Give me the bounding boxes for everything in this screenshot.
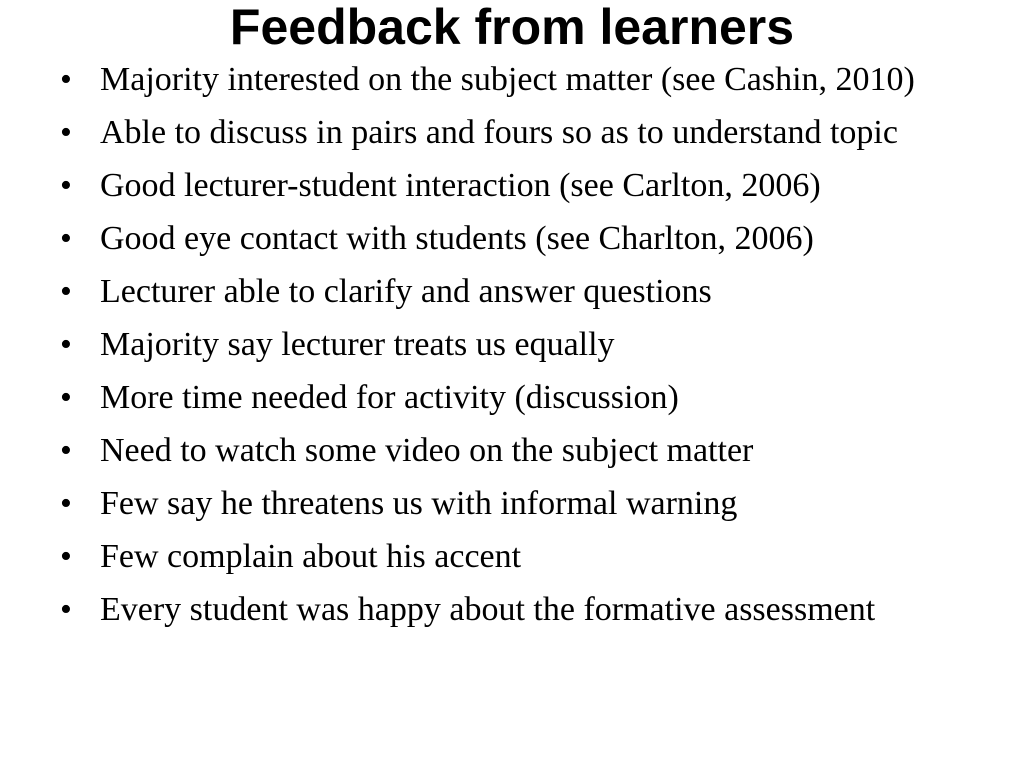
bullet-text: Good lecturer-student interaction (see Carlton, 2006) xyxy=(100,167,821,204)
bullet-text: Majority interested on the subject matter (see Cashin, 2010) xyxy=(100,61,915,98)
bullet-text: Lecturer able to clarify and answer questions xyxy=(100,273,712,310)
list-item xyxy=(60,166,970,206)
bullet-icon: • xyxy=(60,432,72,469)
bullet-icon: • xyxy=(60,538,72,575)
bullet-text: Need to watch some video on the subject matter xyxy=(100,432,754,469)
bullet-text: Able to discuss in pairs and fours so as to understand topic xyxy=(100,114,898,151)
bullet-text: More time needed for activity (discussion) xyxy=(100,379,679,416)
list-item xyxy=(60,590,970,630)
bullet-text: Few say he threatens us with informal warning xyxy=(100,485,738,522)
bullet-text: Every student was happy about the formative assessment xyxy=(100,591,876,628)
list-item xyxy=(60,60,970,100)
bullet-icon: • xyxy=(60,114,72,151)
bullet-text: Good eye contact with students (see Charlton, 2006) xyxy=(100,220,814,257)
bullet-list xyxy=(60,60,970,643)
bullet-icon: • xyxy=(60,379,72,416)
list-item xyxy=(60,431,970,471)
bullet-icon: • xyxy=(60,485,72,522)
slide-title: Feedback from learners xyxy=(229,0,795,55)
list-item xyxy=(60,219,970,259)
list-item xyxy=(60,378,970,418)
bullet-icon: • xyxy=(60,61,72,98)
list-item xyxy=(60,272,970,312)
bullet-text: Few complain about his accent xyxy=(100,538,522,575)
list-item xyxy=(60,325,970,365)
bullet-text: Majority say lecturer treats us equally xyxy=(100,326,615,363)
list-item xyxy=(60,537,970,577)
list-item xyxy=(60,113,970,153)
bullet-icon: • xyxy=(60,273,72,310)
bullet-icon: • xyxy=(60,167,72,204)
bullet-icon: • xyxy=(60,591,72,628)
list-item xyxy=(60,484,970,524)
bullet-icon: • xyxy=(60,220,72,257)
bullet-icon: • xyxy=(60,326,72,363)
